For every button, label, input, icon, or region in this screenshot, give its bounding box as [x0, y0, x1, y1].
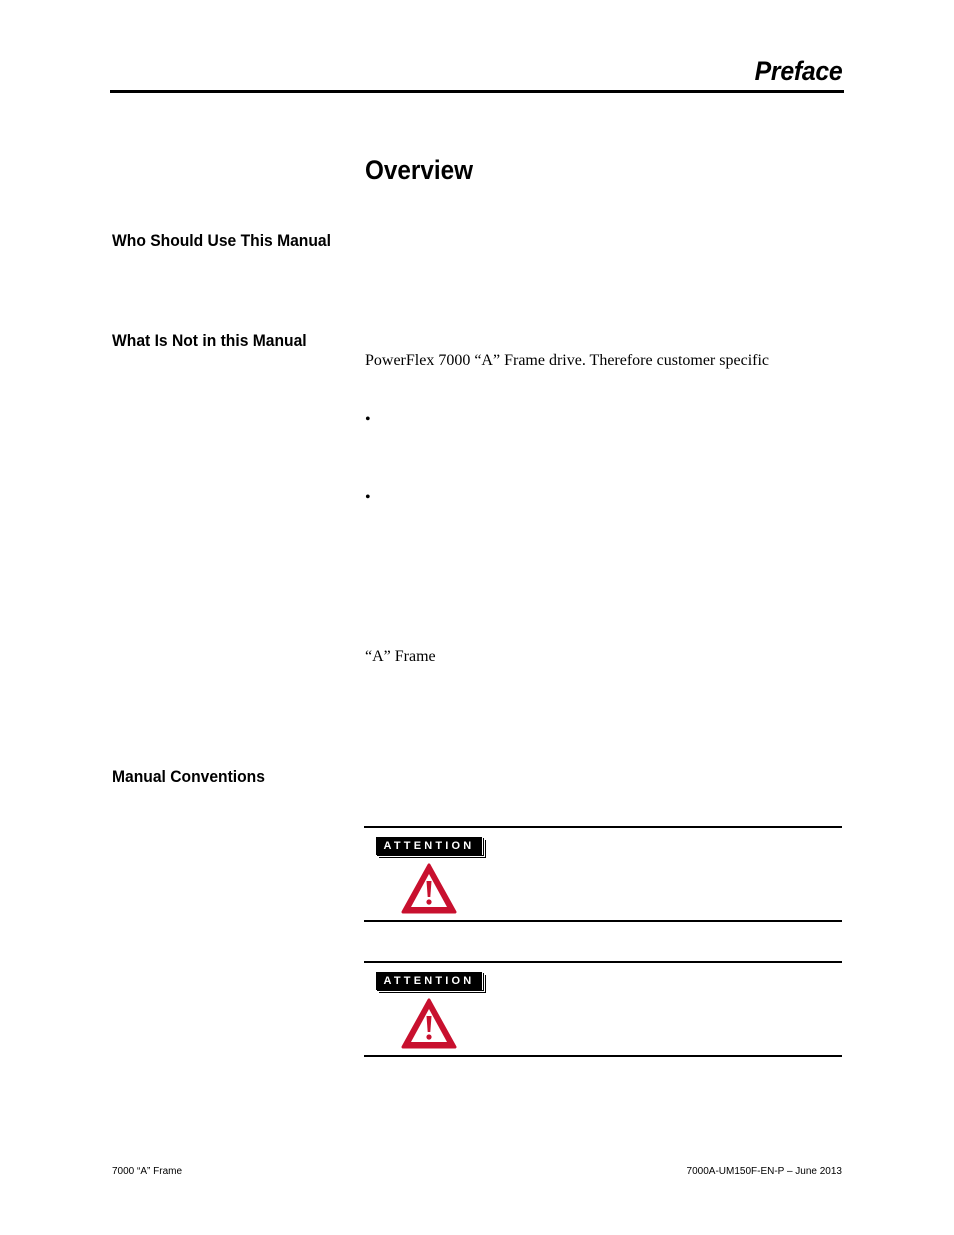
heading-manual-conventions: Manual Conventions: [112, 767, 265, 786]
attention-box-2: [364, 961, 842, 1057]
section-title: Overview: [365, 155, 474, 185]
body-text-a-frame: “A” Frame: [365, 648, 436, 665]
footer-right: 7000A-UM150F-EN-P – June 2013: [686, 1166, 842, 1177]
attention-box-1: [364, 826, 842, 922]
warning-triangle-icon: [400, 997, 458, 1051]
footer-left: 7000 “A” Frame: [112, 1166, 183, 1177]
attention-label: ATTENTION: [376, 837, 483, 855]
attention-label: ATTENTION: [376, 972, 483, 990]
bullet-2: •: [365, 489, 371, 506]
chapter-title: Preface: [754, 56, 842, 86]
heading-what-is-not: What Is Not in this Manual: [112, 331, 307, 350]
bullet-1: •: [365, 411, 371, 428]
warning-triangle-icon: [400, 862, 458, 916]
body-text-powerflex: PowerFlex 7000 “A” Frame drive. Therefore customer specific: [365, 352, 770, 369]
header-rule: [110, 90, 844, 93]
heading-who-should-use: Who Should Use This Manual: [112, 231, 331, 250]
